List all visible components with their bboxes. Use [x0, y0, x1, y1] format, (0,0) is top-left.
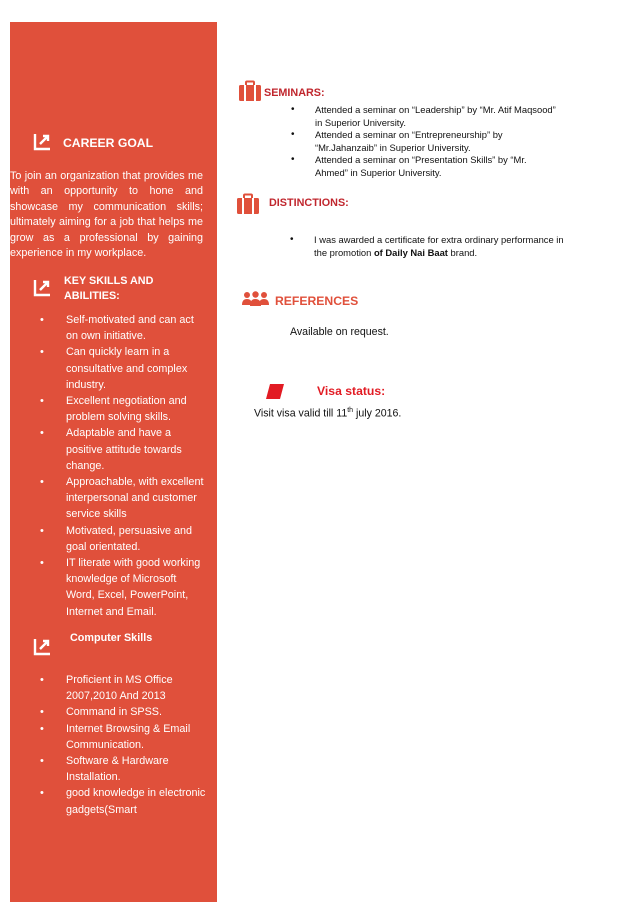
career-goal-heading: CAREER GOAL: [63, 136, 154, 150]
parallelogram-icon: [266, 384, 284, 404]
arrow-chart-icon: [32, 130, 54, 152]
list-item: • Software & Hardware Installation.: [40, 753, 208, 785]
computer-skills-heading: Computer Skills: [70, 632, 153, 644]
briefcase-icon: [238, 80, 262, 107]
arrow-chart-icon: [32, 635, 54, 657]
list-item: • Command in SPSS.: [40, 704, 208, 720]
references-heading: REFERENCES: [275, 294, 359, 308]
key-skills-heading-line2: ABILITIES:: [64, 290, 120, 302]
computer-skills-list: [40, 672, 208, 818]
list-item: • good knowledge in electronic gadgets(Smart: [40, 785, 208, 817]
briefcase-icon: [236, 193, 260, 220]
visa-text-main: Visit visa valid till 11: [254, 407, 348, 420]
visa-heading: Visa status:: [317, 384, 386, 398]
references-text: Available on request.: [290, 326, 389, 338]
distinctions-heading: DISTINCTIONS:: [269, 197, 349, 209]
arrow-chart-icon: [32, 276, 54, 298]
list-item: • Internet Browsing & Email Communication.: [40, 721, 208, 753]
list-item: • IT literate with good working knowledge of Microsoft Word, Excel, PowerPoint, Internet and Email.: [40, 555, 208, 620]
list-item: [290, 234, 570, 259]
seminars-list: [291, 104, 559, 180]
distinctions-list: [290, 234, 570, 259]
list-item: • Attended a seminar on “Entrepreneurship” by “Mr.Jahanzaib” in Superior University.: [291, 129, 559, 154]
list-item: • Attended a seminar on “Presentation Skills” by “Mr. Ahmed” in Superior University.: [291, 154, 559, 179]
visa-text-sup: th: [347, 407, 354, 414]
career-goal-text: To join an organization that provides me with an opportunity to hone and showcase my communication skills; ultimately aiming for a job that helps me grow as a professional by gaining experience in my workplace.: [10, 170, 203, 260]
distinction-text: I was awarded a certificate for extra ordinary performance in the promotion: [314, 234, 564, 258]
list-item: • Can quickly learn in a consultative and complex industry.: [40, 344, 208, 393]
list-item: • Self-motivated and can act on own initiative.: [40, 312, 208, 344]
people-icon: [242, 291, 269, 311]
key-skills-heading: [64, 274, 153, 304]
key-skills-list: [40, 312, 208, 620]
key-skills-heading-line1: KEY SKILLS AND: [64, 275, 154, 287]
seminars-heading: SEMINARS:: [264, 87, 325, 99]
sidebar: [10, 22, 217, 902]
list-item: • Motivated, persuasive and goal orientated.: [40, 523, 208, 555]
list-item: • Approachable, with excellent interpersonal and customer service skills: [40, 474, 208, 523]
list-item: • Adaptable and have a positive attitude towards change.: [40, 425, 208, 474]
list-item: • Excellent negotiation and problem solving skills.: [40, 393, 208, 425]
list-item: • Attended a seminar on “Leadership” by “Mr. Atif Maqsood” in Superior University.: [291, 104, 559, 129]
visa-text-end: july 2016.: [353, 407, 402, 420]
distinction-brand: of Daily Nai Baat: [373, 246, 448, 258]
distinction-suffix: brand.: [447, 246, 478, 258]
visa-text: [254, 407, 401, 420]
list-item: • Proficient in MS Office 2007,2010 And 2013: [40, 672, 208, 704]
